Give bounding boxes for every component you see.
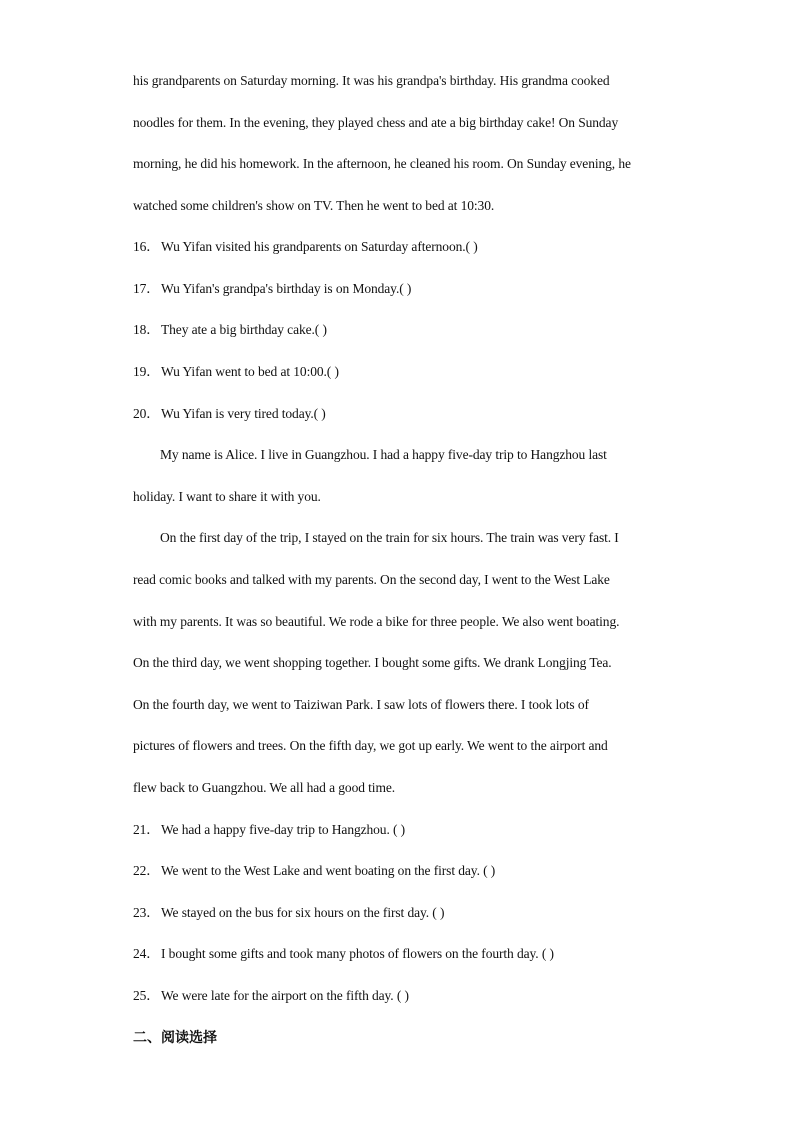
section-heading: 二、阅读选择	[133, 1030, 217, 1046]
question-number: 20．	[133, 406, 160, 421]
question-text: Wu Yifan went to bed at 10:00.( )	[161, 364, 339, 379]
question-item	[133, 321, 673, 339]
question-item	[133, 945, 673, 963]
question-number: 23．	[133, 905, 160, 920]
question-number: 18．	[133, 322, 160, 337]
passage-line: pictures of flowers and trees. On the fifth day, we got up early. We went to the airport and	[133, 738, 608, 753]
question-number: 25．	[133, 988, 160, 1003]
question-item	[133, 280, 673, 298]
question-number: 16．	[133, 239, 160, 254]
question-number: 22．	[133, 863, 160, 878]
question-number: 17．	[133, 281, 160, 296]
passage-line: On the fourth day, we went to Taiziwan Park. I saw lots of flowers there. I took lots of	[133, 697, 589, 712]
question-item	[133, 238, 673, 256]
question-text: Wu Yifan is very tired today.( )	[161, 406, 326, 421]
question-text: Wu Yifan visited his grandparents on Saturday afternoon.( )	[161, 239, 478, 254]
question-text: They ate a big birthday cake.( )	[161, 322, 327, 337]
question-text: We were late for the airport on the fifth day. ( )	[161, 988, 409, 1003]
question-number: 21．	[133, 822, 160, 837]
question-item	[133, 363, 673, 381]
question-item	[133, 987, 673, 1005]
question-text: We had a happy five-day trip to Hangzhou. ( )	[161, 822, 406, 837]
passage-line: with my parents. It was so beautiful. We rode a bike for three people. We also went boating.	[133, 614, 620, 629]
passage-line: watched some children's show on TV. Then he went to bed at 10:30.	[133, 198, 495, 213]
question-text: We went to the West Lake and went boating on the first day. ( )	[161, 863, 496, 878]
passage-line: morning, he did his homework. In the afternoon, he cleaned his room. On Sunday evening, he	[133, 156, 631, 171]
question-text: I bought some gifts and took many photos of flowers on the fourth day. ( )	[161, 946, 554, 961]
question-item	[133, 904, 673, 922]
question-number: 19．	[133, 364, 160, 379]
passage-line: My name is Alice. I live in Guangzhou. I had a happy five-day trip to Hangzhou last	[160, 447, 607, 462]
passage-line: On the third day, we went shopping together. I bought some gifts. We drank Longjing Tea.	[133, 655, 612, 670]
question-item	[133, 821, 673, 839]
passage-line: holiday. I want to share it with you.	[133, 489, 321, 504]
question-text: Wu Yifan's grandpa's birthday is on Monday.( )	[161, 281, 412, 296]
question-text: We stayed on the bus for six hours on the first day. ( )	[161, 905, 445, 920]
passage-line: flew back to Guangzhou. We all had a good time.	[133, 780, 396, 795]
passage-line: read comic books and talked with my parents. On the second day, I went to the West Lake	[133, 572, 610, 587]
question-item	[133, 405, 673, 423]
passage-line: noodles for them. In the evening, they played chess and ate a big birthday cake! On Sunday	[133, 115, 619, 130]
passage-line: On the first day of the trip, I stayed on the train for six hours. The train was very fast. I	[160, 530, 619, 545]
question-number: 24．	[133, 946, 160, 961]
passage-line: his grandparents on Saturday morning. It was his grandpa's birthday. His grandma cooked	[133, 73, 610, 88]
question-item	[133, 862, 673, 880]
